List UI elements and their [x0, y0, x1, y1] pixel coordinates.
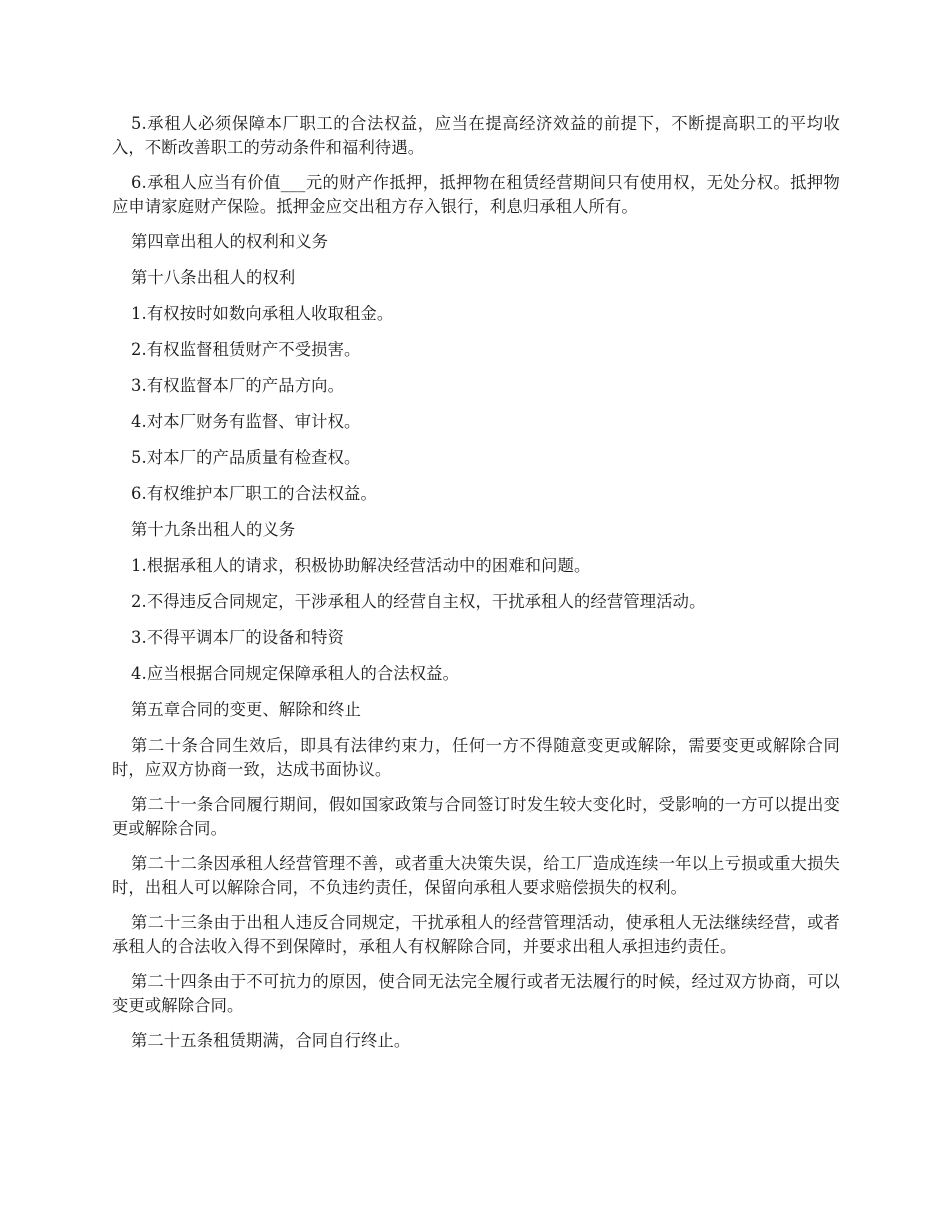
article-25: 第二十五条租赁期满，合同自行终止。 — [131, 1031, 411, 1050]
article-21: 第二十一条合同履行期间，假如国家政策与合同签订时发生较大变化时，受影响的一方可以提出变更或解除合同。 — [112, 795, 840, 838]
list-item-right-4: 4.对本厂财务有监督、审计权。 — [131, 412, 361, 431]
list-item-duty-1: 1.根据承租人的请求，积极协助解决经营活动中的困难和问题。 — [131, 556, 591, 575]
list-item-duty-3: 3.不得平调本厂的设备和特资 — [131, 628, 345, 647]
list-item-right-1: 1.有权按时如数向承租人收取租金。 — [131, 304, 394, 323]
article-heading-18: 第十八条出租人的权利 — [131, 268, 296, 287]
article-24: 第二十四条由于不可抗力的原因，使合同无法完全履行或者无法履行的时候，经过双方协商，可以变更或解除合同。 — [112, 972, 840, 1015]
paragraph-clause-6-mortgage: 6.承租人应当有价值___元的财产作抵押，抵押物在租赁经营期间只有使用权，无处分权。抵押物应申请家庭财产保险。抵押金应交出租方存入银行，利息归承租人所有。 — [112, 173, 840, 216]
article-heading-19: 第十九条出租人的义务 — [131, 520, 296, 539]
article-22: 第二十二条因承租人经营管理不善，或者重大决策失误，给工厂造成连续一年以上亏损或重大损失时，出租人可以解除合同，不负违约责任，保留向承租人要求赔偿损失的权利。 — [112, 854, 840, 897]
list-item-right-5: 5.对本厂的产品质量有检查权。 — [131, 448, 361, 467]
chapter-heading-5: 第五章合同的变更、解除和终止 — [131, 700, 362, 719]
list-item-right-6: 6.有权维护本厂职工的合法权益。 — [131, 484, 377, 503]
list-item-right-2: 2.有权监督租赁财产不受损害。 — [131, 340, 361, 359]
list-item-right-3: 3.有权监督本厂的产品方向。 — [131, 376, 345, 395]
list-item-duty-4: 4.应当根据合同规定保障承租人的合法权益。 — [131, 664, 460, 683]
chapter-heading-4: 第四章出租人的权利和义务 — [131, 232, 329, 251]
list-item-duty-2: 2.不得违反合同规定，干涉承租人的经营自主权，干扰承租人的经营管理活动。 — [131, 592, 706, 611]
article-20: 第二十条合同生效后，即具有法律约束力，任何一方不得随意变更或解除，需要变更或解除合同时，应双方协商一致，达成书面协议。 — [112, 736, 840, 779]
article-23: 第二十三条由于出租人违反合同规定，干扰承租人的经营管理活动，使承租人无法继续经营，或者承租人的合法收入得不到保障时，承租人有权解除合同，并要求出租人承担违约责任。 — [112, 913, 840, 956]
paragraph-clause-5-worker-rights: 5.承租人必须保障本厂职工的合法权益，应当在提高经济效益的前提下，不断提高职工的平均收入，不断改善职工的劳动条件和福利待遇。 — [112, 114, 840, 157]
